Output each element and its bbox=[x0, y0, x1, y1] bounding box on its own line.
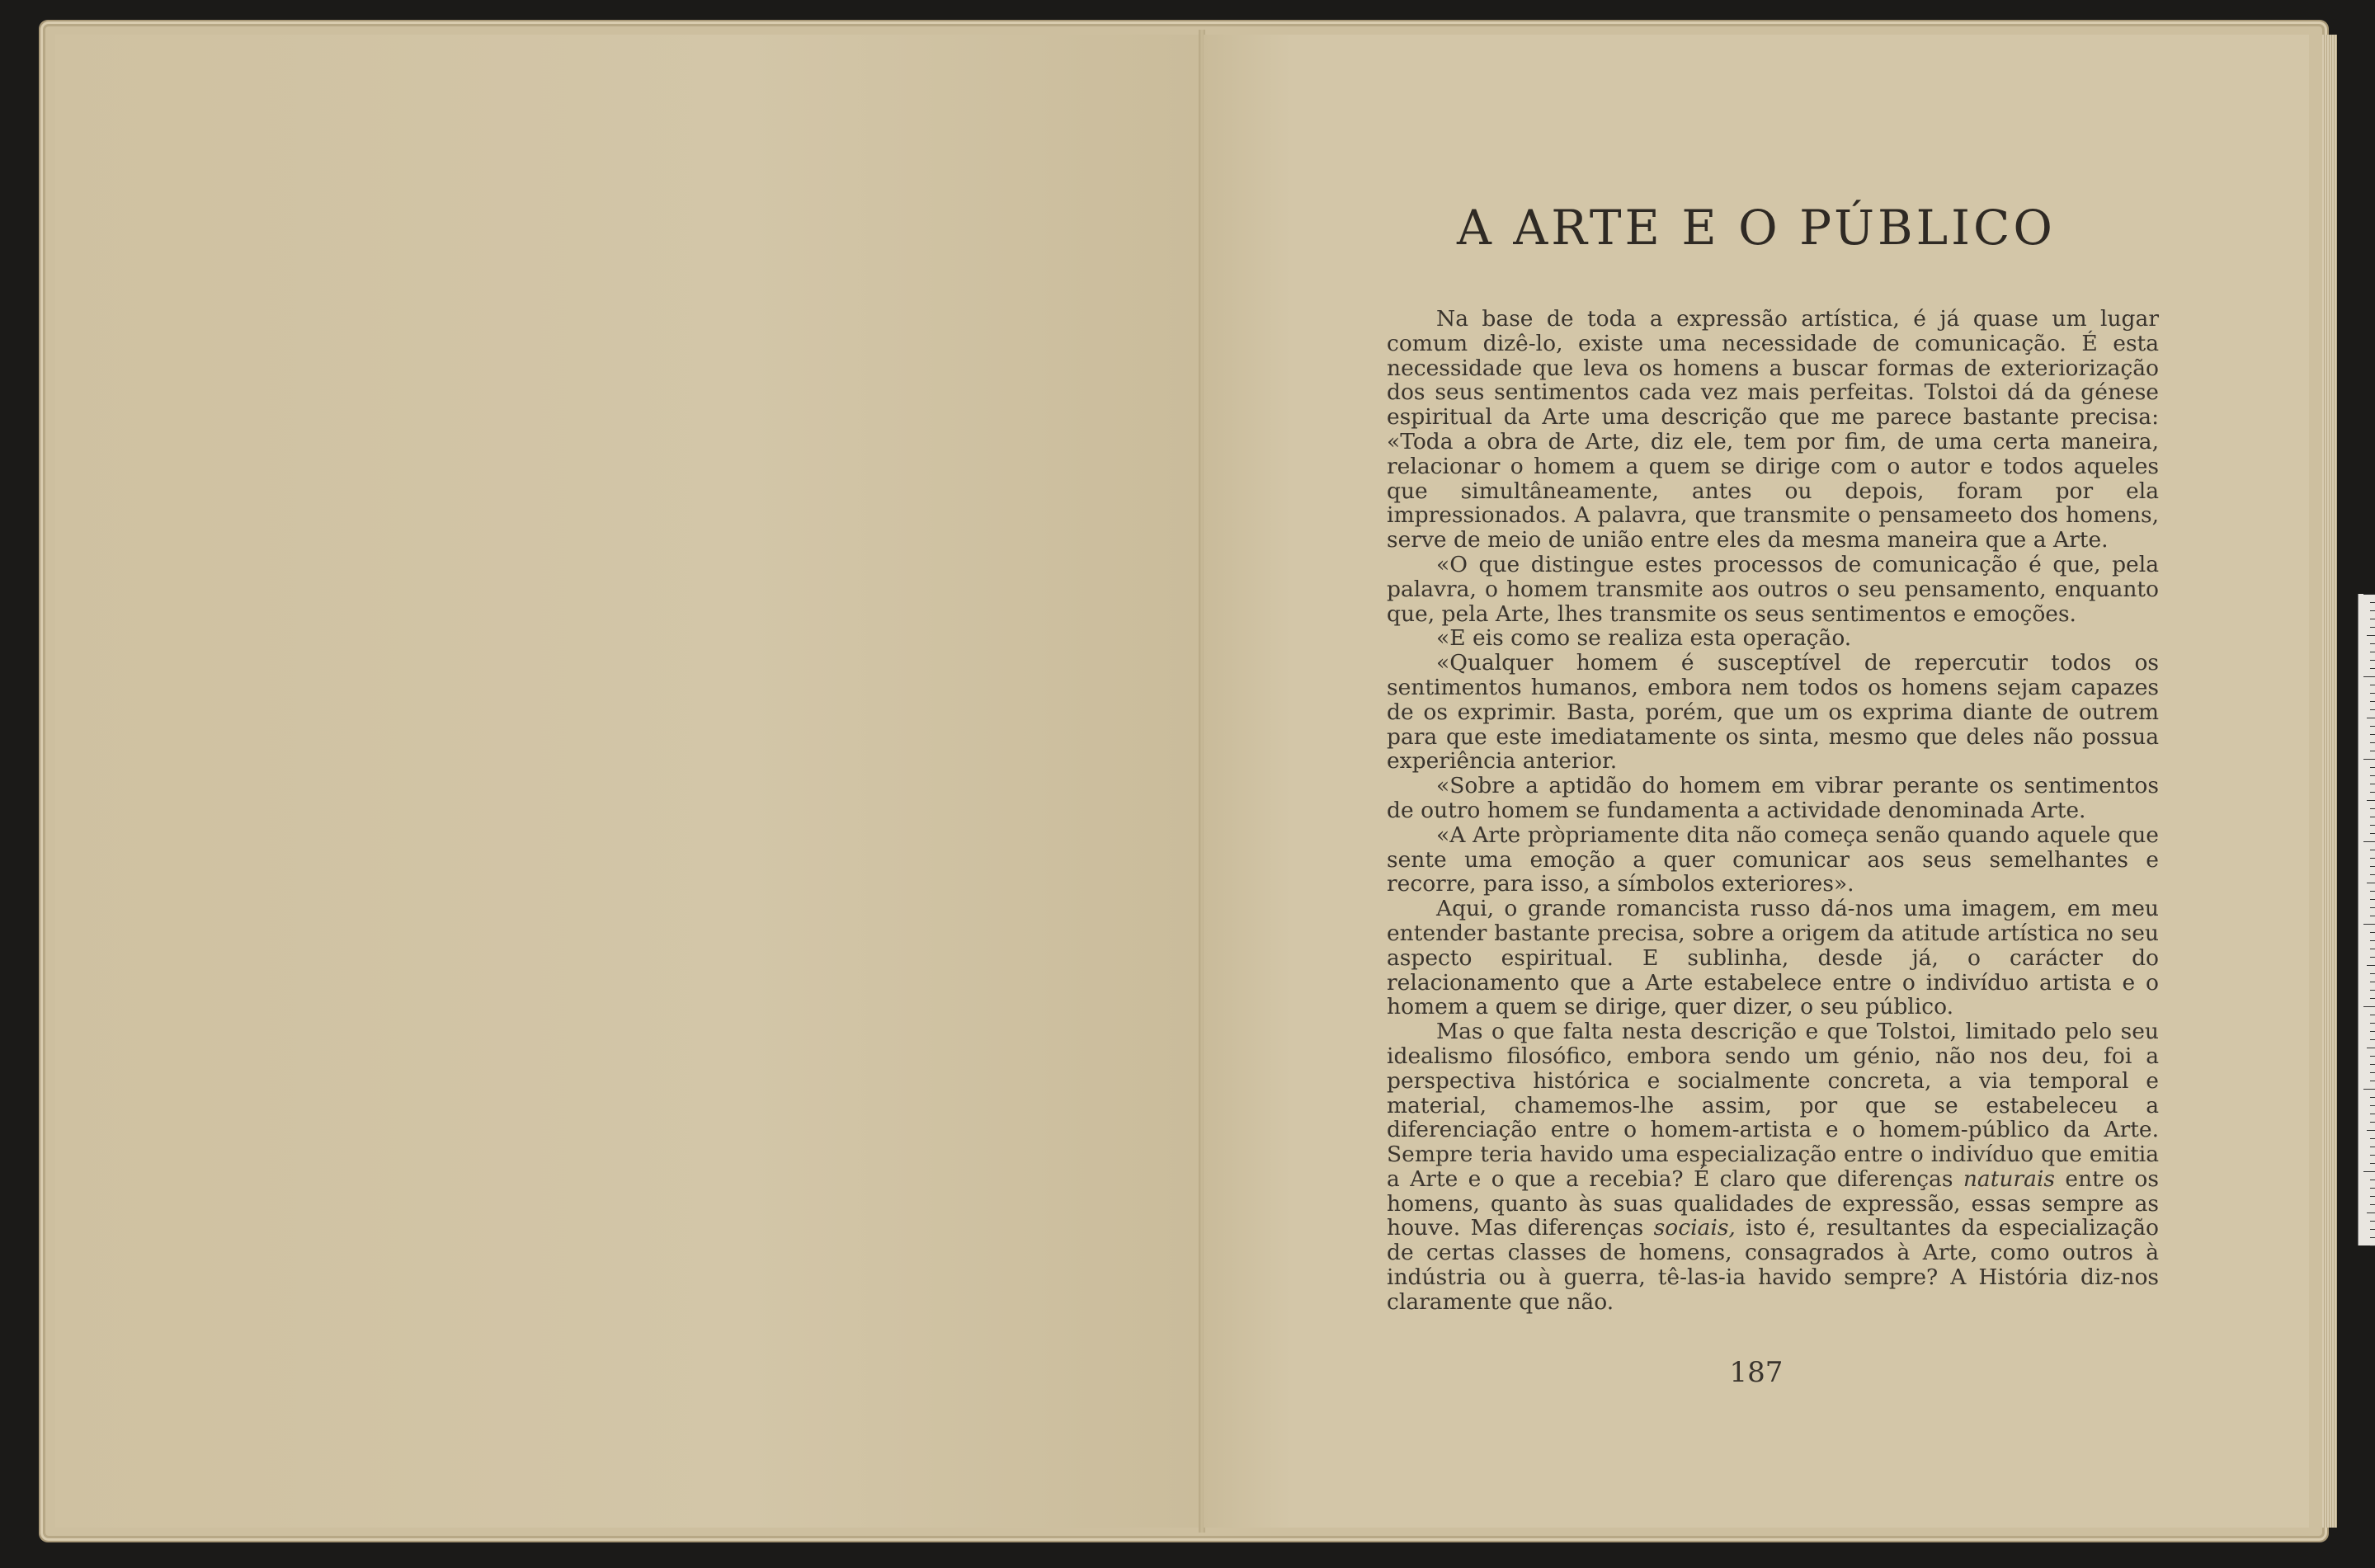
emphasis-sociais: sociais, bbox=[1653, 1215, 1736, 1241]
paragraph-8-part-3: isto é, resultantes da especialização de certas classes de homens, consagrados à Arte, como outros à indústria ou à guerra, tê-las-ia havido sempre? A História diz-nos claramente que não. bbox=[1387, 1215, 2159, 1315]
ruler-tick bbox=[2367, 965, 2375, 966]
ruler-tick bbox=[2370, 792, 2375, 793]
ruler-tick bbox=[2370, 940, 2375, 941]
paragraph-2: «O que distingue estes processos de comunicação é que, pela palavra, o homem transmite aos outros o seu pensamento, enquanto que, pela Arte, lhes transmite os seus sentimentos e emoções. bbox=[1387, 551, 2159, 627]
open-book bbox=[45, 26, 2322, 1536]
paragraph-8-part-2: entre os homens, quanto às suas qualidades de expressão, essas sempre as houve. Mas diferenças bbox=[1387, 1165, 2159, 1241]
paragraph-6: «A Arte pròpriamente dita não começa senão quando aquele que sente uma emoção a quer comunicar aos seus semelhantes e recorre, para isso, a símbolos exteriores». bbox=[1387, 822, 2159, 897]
ruler-tick bbox=[2370, 899, 2375, 900]
ruler-tick bbox=[2370, 1237, 2375, 1238]
ruler-tick bbox=[2370, 1204, 2375, 1205]
paragraph-7: Aqui, o grande romancista russo dá-nos uma imagem, em meu entender bastante precisa, sobre a origem da atitude artística no seu aspecto espiritual. E sublinha, desde já, o carácter do relacionamento que a Arte estabelece entre o indivíduo artista e o homem a quem se dirige, quer dizer, o seu público. bbox=[1387, 896, 2159, 1020]
ruler-tick bbox=[2363, 841, 2375, 842]
article-title: A ARTE E O PÚBLICO bbox=[1457, 200, 2056, 256]
ruler-tick bbox=[2367, 635, 2375, 636]
ruler-tick bbox=[2370, 1031, 2375, 1032]
ruler-tick bbox=[2370, 858, 2375, 859]
ruler-tick bbox=[2363, 676, 2375, 677]
ruler-tick bbox=[2370, 1229, 2375, 1230]
paragraph-1: Na base de toda a expressão artística, é já quase um lugar comum dizê-lo, existe uma necessidade de comunicação. É esta necessidade que leva os homens a buscar formas de exteriorização dos seus sentimentos cada vez mais perfeitas. Tolstoi dá da génese espiritual da Arte uma descrição que me parece bastante precisa: «Toda a obra de Arte, diz ele, tem por fim, de uma certa maneira, relacionar o homem a quem se dirige com o autor e todos aqueles que simultâneamente, antes ou depois, foram por ela impressionados. A palavra, que transmite o pensameeto dos homens, serve de meio de união entre eles da mesma maneira que a Arte. bbox=[1387, 306, 2159, 553]
ruler-tick bbox=[2370, 660, 2375, 661]
page-edges bbox=[2322, 35, 2337, 1528]
paragraph-8-part-1: Mas o que falta nesta descrição e que Tolstoi, limitado pelo seu idealismo filosófico, embora sendo um génio, não nos deu, foi a perspectiva histórica e socialmente concreta, a via temporal e material, chamemos-lhe assim, por que se estabeleceu a diferenciação entre o homem-artista e o homem-público da Arte. Sempre teria havido uma especialização entre o indivíduo que emitia a Arte e o que a recebia? É claro que diferenças bbox=[1387, 1019, 2159, 1192]
ruler-tick bbox=[2370, 767, 2375, 768]
left-page-blank bbox=[55, 35, 1200, 1528]
ruler-tick bbox=[2367, 1212, 2375, 1213]
ruler-tick bbox=[2370, 1072, 2375, 1073]
ruler-tick bbox=[2370, 693, 2375, 694]
ruler-tick bbox=[2370, 1163, 2375, 1164]
ruler-tick bbox=[2370, 833, 2375, 834]
paragraph-4: «Qualquer homem é susceptível de repercutir todos os sentimentos humanos, embora nem todos os homens sejam capazes de os exprimir. Basta, porém, que um os exprima diante de outrem para que este imediatamente os sinta, mesmo que deles não possua experiência anterior. bbox=[1387, 650, 2159, 775]
ruler-tick bbox=[2370, 1064, 2375, 1065]
ruler-tick bbox=[2370, 709, 2375, 710]
ruler-tick bbox=[2370, 627, 2375, 628]
ruler-tick bbox=[2370, 742, 2375, 743]
ruler-tick bbox=[2370, 1196, 2375, 1197]
ruler-tick bbox=[2370, 1023, 2375, 1024]
ruler-tick bbox=[2370, 932, 2375, 933]
ruler-tick bbox=[2363, 759, 2375, 760]
ruler-tick bbox=[2370, 1245, 2375, 1246]
ruler-tick bbox=[2370, 990, 2375, 991]
ruler-tick bbox=[2370, 1056, 2375, 1057]
ruler-tick bbox=[2367, 1130, 2375, 1131]
ruler-tick bbox=[2370, 866, 2375, 867]
ruler-tick bbox=[2370, 825, 2375, 826]
paragraph-5: «Sobre a aptidão do homem em vibrar perante os sentimentos de outro homem se fundamenta a actividade denominada Arte. bbox=[1387, 773, 2159, 823]
right-page bbox=[1204, 35, 2309, 1528]
ruler-tick bbox=[2370, 602, 2375, 603]
ruler-tick bbox=[2370, 1221, 2375, 1222]
ruler-tick bbox=[2370, 775, 2375, 776]
paragraph-8 bbox=[1387, 1019, 2159, 1315]
ruler-tick bbox=[2367, 800, 2375, 801]
ruler-tick bbox=[2370, 1105, 2375, 1106]
ruler-tick bbox=[2370, 957, 2375, 958]
page-number: 187 bbox=[1729, 1356, 1784, 1389]
ruler-tick bbox=[2370, 998, 2375, 999]
scale-ruler bbox=[2358, 594, 2375, 1245]
ruler-tick bbox=[2370, 1188, 2375, 1189]
ruler-tick bbox=[2370, 907, 2375, 908]
ruler-tick bbox=[2370, 891, 2375, 892]
ruler-tick bbox=[2370, 668, 2375, 669]
paragraph-3: «E eis como se realiza esta operação. bbox=[1436, 625, 1852, 652]
article-body bbox=[1387, 307, 2159, 1315]
ruler-tick bbox=[2363, 594, 2375, 595]
ruler-tick bbox=[2370, 808, 2375, 809]
ruler-tick bbox=[2370, 726, 2375, 727]
ruler-tick bbox=[2370, 1155, 2375, 1156]
ruler-tick bbox=[2370, 1122, 2375, 1123]
ruler-tick bbox=[2370, 874, 2375, 875]
ruler-tick bbox=[2363, 924, 2375, 925]
ruler-tick bbox=[2370, 973, 2375, 974]
ruler-tick bbox=[2370, 1039, 2375, 1040]
ruler-tick bbox=[2370, 701, 2375, 702]
ruler-tick bbox=[2363, 1006, 2375, 1007]
ruler-tick bbox=[2370, 734, 2375, 735]
ruler-tick bbox=[2370, 643, 2375, 644]
emphasis-naturais: naturais bbox=[1963, 1165, 2055, 1192]
ruler-tick bbox=[2370, 610, 2375, 611]
ruler-tick bbox=[2370, 1138, 2375, 1139]
ruler-tick bbox=[2363, 1089, 2375, 1090]
ruler-tick bbox=[2370, 1097, 2375, 1098]
ruler-tick bbox=[2363, 1171, 2375, 1172]
